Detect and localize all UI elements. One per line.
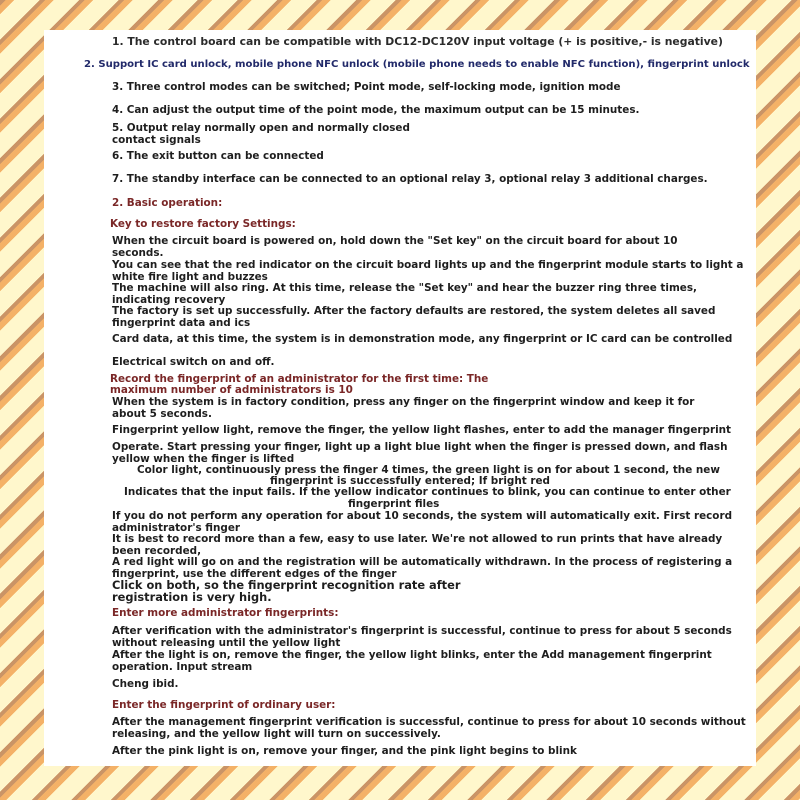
first-admin-line-16: Click on both, so the fingerprint recognition rate after [112,578,461,592]
factory-reset-line-7: The factory is set up successfully. After the factory defaults are restored, the system deletes all saved [112,305,716,317]
heading-first-admin-cont: maximum number of administrators is 10 [110,384,353,396]
more-admin-line-2: without releasing until the yellow light [112,637,341,649]
spec-line-1: 1. The control board can be compatible with DC12-DC120V input voltage (+ is positive,- is negative) [112,35,723,48]
heading-first-admin: Record the fingerprint of an administrator for the first time: The [110,373,489,385]
more-admin-line-4: operation. Input stream [112,661,253,673]
more-admin-line-1: After verification with the administrator's fingerprint is successful, continue to press for about 5 seconds [112,625,732,637]
spec-line-5-cont: contact signals [112,134,201,146]
first-admin-line-1: When the system is in factory condition, press any finger on the fingerprint window and keep it for [112,396,695,408]
first-admin-line-8: Indicates that the input fails. If the yellow indicator continues to blink, you can continue to enter other [124,486,731,498]
first-admin-line-3: Fingerprint yellow light, remove the finger, the yellow light flashes, enter to add the manager fingerprint [112,424,731,436]
factory-reset-line-3: You can see that the red indicator on the circuit board lights up and the fingerprint module starts to light a [112,259,744,271]
first-admin-line-5: yellow when the finger is lifted [112,453,295,465]
factory-reset-line-4: white fire light and buzzes [112,271,268,283]
factory-reset-line-6: indicating recovery [112,294,226,306]
ordinary-user-line-3: After the pink light is on, remove your finger, and the pink light begins to blink [112,745,577,757]
spec-line-2: 2. Support IC card unlock, mobile phone NFC unlock (mobile phone needs to enable NFC function), fingerprint unlock [84,59,750,70]
first-admin-line-13: been recorded, [112,545,202,557]
spec-line-5: 5. Output relay normally open and normally closed [112,122,410,134]
factory-reset-line-5: The machine will also ring. At this time, release the "Set key" and hear the buzzer ring three times, [112,282,697,294]
first-admin-line-12: It is best to record more than a few, easy to use later. We're not allowed to run prints that have already [112,533,723,545]
spec-line-4: 4. Can adjust the output time of the point mode, the maximum output can be 15 minutes. [112,104,640,116]
first-admin-line-4: Operate. Start pressing your finger, light up a light blue light when the finger is pressed down, and flash [112,441,728,453]
heading-factory-reset: Key to restore factory Settings: [110,218,296,230]
first-admin-line-10: If you do not perform any operation for about 10 seconds, the system will automatically exit. First record [112,510,733,522]
ordinary-user-line-2: releasing, and the yellow light will turn on successively. [112,728,441,740]
factory-reset-line-8: fingerprint data and ics [112,317,251,329]
heading-ordinary-user: Enter the fingerprint of ordinary user: [112,699,336,711]
first-admin-line-2: about 5 seconds. [112,408,212,420]
factory-reset-line-1: When the circuit board is powered on, hold down the "Set key" on the circuit board for about 10 [112,235,678,247]
first-admin-line-14: A red light will go on and the registration will be automatically withdrawn. In the process of registering a [112,556,733,568]
spec-line-7: 7. The standby interface can be connected to an optional relay 3, optional relay 3 additional charges. [112,173,708,185]
first-admin-line-15: fingerprint, use the different edges of the finger [112,568,397,580]
first-admin-line-7: fingerprint is successfully entered; If bright red [270,475,550,487]
instruction-sheet [44,30,756,766]
factory-reset-line-9: Card data, at this time, the system is in demonstration mode, any fingerprint or IC card can be controlled [112,333,733,345]
first-admin-line-9: fingerprint files [348,498,440,510]
section-basic-operation: 2. Basic operation: [112,197,223,209]
spec-line-6: 6. The exit button can be connected [112,150,324,162]
ordinary-user-line-1: After the management fingerprint verification is successful, continue to press for about 10 seconds without [112,716,746,728]
first-admin-line-6: Color light, continuously press the finger 4 times, the green light is on for about 1 second, the new [137,464,720,476]
factory-reset-line-2: seconds. [112,247,164,259]
heading-more-admin: Enter more administrator fingerprints: [112,607,339,619]
first-admin-line-11: administrator's finger [112,522,241,534]
more-admin-line-5: Cheng ibid. [112,678,179,690]
spec-line-3: 3. Three control modes can be switched; Point mode, self-locking mode, ignition mode [112,81,621,93]
factory-reset-line-10: Electrical switch on and off. [112,356,275,368]
more-admin-line-3: After the light is on, remove the finger, the yellow light blinks, enter the Add management fingerprint [112,649,712,661]
first-admin-line-17: registration is very high. [112,590,272,604]
